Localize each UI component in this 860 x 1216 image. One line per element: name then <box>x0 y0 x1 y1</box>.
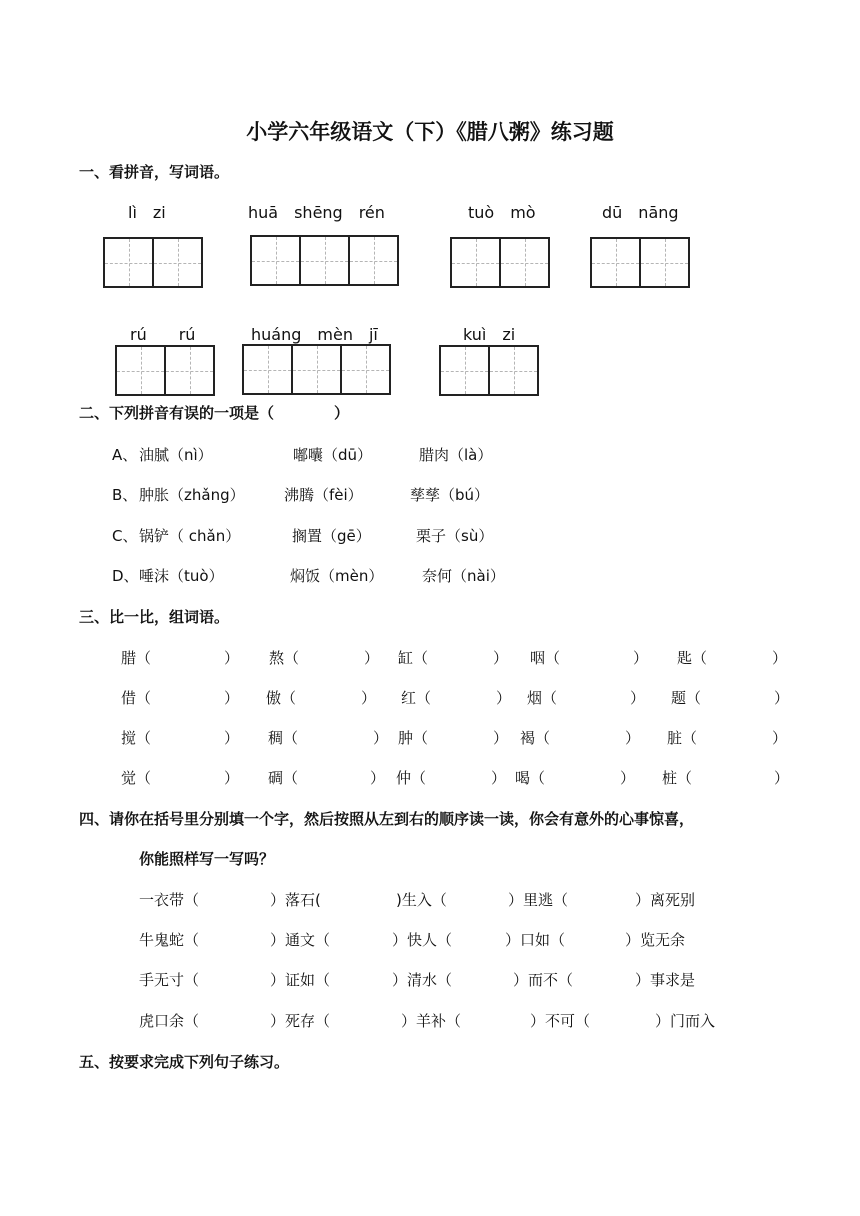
compare-char: 题（ <box>671 689 702 707</box>
idiom-segment: ）快人（ <box>392 931 453 949</box>
idiom-segment: ）口如（ <box>505 931 566 949</box>
choice-a-item-1: 油腻（nì） <box>139 446 213 464</box>
compare-close: ） <box>774 689 790 707</box>
idiom-segment: ）证如（ <box>270 971 331 989</box>
char-box-group-6[interactable] <box>242 344 389 395</box>
pinyin-1: lì zi <box>128 203 166 222</box>
compare-char: 烟（ <box>527 689 558 707</box>
compare-close: ） <box>625 729 641 747</box>
char-box-group-7[interactable] <box>439 345 537 396</box>
idiom-segment: 一衣带（ <box>139 891 200 909</box>
section-1-heading: 一、看拼音，写词语。 <box>79 163 230 181</box>
pinyin-5: rú rú <box>130 325 196 344</box>
compare-char: 借（ <box>121 689 152 707</box>
compare-close: ） <box>633 649 649 667</box>
idiom-segment: ）里逃（ <box>508 891 569 909</box>
choice-d-item-2: 焖饭（mèn） <box>290 567 384 585</box>
char-box[interactable] <box>439 345 490 396</box>
char-box-group-4[interactable] <box>590 237 688 288</box>
char-box[interactable] <box>242 344 293 395</box>
compare-close: ） <box>224 689 240 707</box>
compare-close: ） <box>620 769 636 787</box>
idiom-segment: ）不可（ <box>530 1012 591 1030</box>
char-box[interactable] <box>152 237 203 288</box>
choice-b-item-1: 肿胀（zhǎng） <box>139 486 245 504</box>
choice-d-item-1: 唾沫（tuò） <box>139 567 224 585</box>
compare-char: 搅（ <box>121 729 152 747</box>
section-4-subheading: 你能照样写一写吗？ <box>139 850 275 868</box>
choice-a-letter: A、 <box>112 446 138 464</box>
idiom-segment: 牛鬼蛇（ <box>139 931 200 949</box>
idiom-segment: ）览无余 <box>625 931 686 949</box>
compare-char: 腊（ <box>121 649 152 667</box>
idiom-segment: ）而不（ <box>513 971 574 989</box>
compare-char: 喝（ <box>515 769 546 787</box>
choice-c-letter: C、 <box>112 527 138 545</box>
pinyin-7: kuì zi <box>463 325 516 344</box>
compare-close: ） <box>772 649 788 667</box>
char-box[interactable] <box>115 345 166 396</box>
compare-char: 红（ <box>401 689 432 707</box>
choice-d-item-3: 奈何（nài） <box>422 567 505 585</box>
idiom-segment: ）清水（ <box>392 971 453 989</box>
compare-close: ） <box>630 689 646 707</box>
section-3-heading: 三、比一比，组词语。 <box>79 608 230 626</box>
pinyin-3: tuò mò <box>468 203 536 222</box>
idiom-segment: ）死存（ <box>270 1012 331 1030</box>
compare-close: ） <box>361 689 377 707</box>
idiom-segment: ）门而入 <box>655 1012 716 1030</box>
choice-c-item-2: 搁置（gē） <box>292 527 371 545</box>
compare-close: ） <box>496 689 512 707</box>
compare-char: 稠（ <box>268 729 299 747</box>
compare-char: 褐（ <box>520 729 551 747</box>
idiom-segment: ）离死别 <box>635 891 696 909</box>
compare-close: ） <box>491 769 507 787</box>
char-box[interactable] <box>164 345 215 396</box>
idiom-segment: )生入（ <box>396 891 447 909</box>
char-box[interactable] <box>450 237 501 288</box>
char-box[interactable] <box>340 344 391 395</box>
compare-char: 熬（ <box>269 649 300 667</box>
compare-close: ） <box>493 729 509 747</box>
char-box[interactable] <box>348 235 399 286</box>
char-box-group-3[interactable] <box>450 237 548 288</box>
choice-b-letter: B、 <box>112 486 138 504</box>
idiom-segment: ）事求是 <box>635 971 696 989</box>
char-box[interactable] <box>291 344 342 395</box>
compare-char: 缸（ <box>398 649 429 667</box>
char-box[interactable] <box>250 235 301 286</box>
compare-char: 脏（ <box>667 729 698 747</box>
char-box[interactable] <box>590 237 641 288</box>
section-4-heading: 四、请你在括号里分别填一个字，然后按照从左到右的顺序读一读，你会有意外的心事惊喜， <box>79 810 695 828</box>
page-title: 小学六年级语文（下）《腊八粥》练习题 <box>246 120 614 144</box>
choice-a-item-3: 腊肉（là） <box>419 446 493 464</box>
idiom-segment: ）落石( <box>270 891 321 909</box>
choice-c-item-1: 锅铲（ chǎn） <box>139 527 241 545</box>
char-box-group-1[interactable] <box>103 237 201 288</box>
compare-close: ） <box>772 729 788 747</box>
compare-char: 碉（ <box>268 769 299 787</box>
char-box[interactable] <box>488 345 539 396</box>
compare-close: ） <box>370 769 386 787</box>
char-box[interactable] <box>499 237 550 288</box>
compare-char: 傲（ <box>266 689 297 707</box>
char-box-group-5[interactable] <box>115 345 213 396</box>
choice-b-item-2: 沸腾（fèi） <box>284 486 363 504</box>
idiom-segment: 虎口余（ <box>139 1012 200 1030</box>
choice-a-item-2: 嘟囔（dū） <box>293 446 373 464</box>
compare-char: 咽（ <box>530 649 561 667</box>
compare-close: ） <box>224 649 240 667</box>
compare-close: ） <box>493 649 509 667</box>
char-box[interactable] <box>103 237 154 288</box>
compare-close: ） <box>224 769 240 787</box>
compare-char: 匙（ <box>677 649 708 667</box>
pinyin-4: dū nāng <box>602 203 679 222</box>
idiom-segment: 手无寸（ <box>139 971 200 989</box>
compare-close: ） <box>774 769 790 787</box>
section-5-heading: 五、按要求完成下列句子练习。 <box>79 1053 290 1071</box>
char-box-group-2[interactable] <box>250 235 397 286</box>
section-2-heading: 二、下列拼音有误的一项是（ ） <box>79 404 350 422</box>
compare-char: 肿（ <box>398 729 429 747</box>
compare-char: 桩（ <box>662 769 693 787</box>
pinyin-6: huáng mèn jī <box>251 325 378 344</box>
choice-b-item-3: 孳孳（bú） <box>410 486 490 504</box>
choice-d-letter: D、 <box>112 567 139 585</box>
choice-c-item-3: 栗子（sù） <box>416 527 494 545</box>
char-box[interactable] <box>639 237 690 288</box>
idiom-segment: ）羊补（ <box>401 1012 462 1030</box>
compare-close: ） <box>224 729 240 747</box>
compare-char: 仲（ <box>396 769 427 787</box>
compare-close: ） <box>364 649 380 667</box>
compare-close: ） <box>373 729 389 747</box>
compare-char: 觉（ <box>121 769 152 787</box>
char-box[interactable] <box>299 235 350 286</box>
idiom-segment: ）通文（ <box>270 931 331 949</box>
pinyin-2: huā shēng rén <box>248 203 385 222</box>
